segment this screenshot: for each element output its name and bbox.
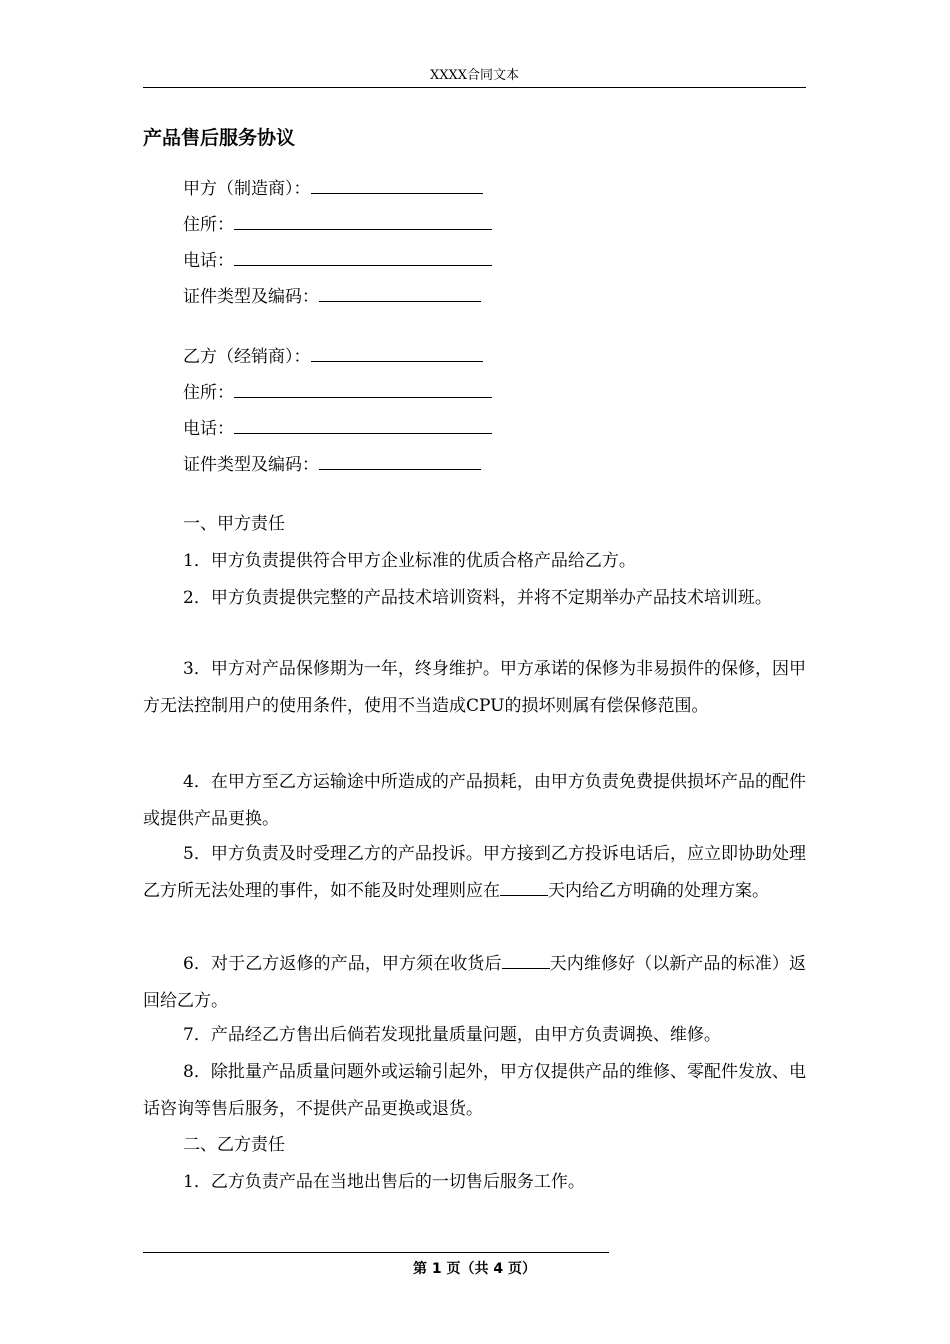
party-a-name-blank[interactable] [311, 176, 483, 194]
clause-6-text-before: 6．对于乙方返修的产品，甲方须在收货后 [183, 954, 502, 974]
section-1-clause-4: 4．在甲方至乙方运输途中所造成的产品损耗，由甲方负责免费提供损坏产品的配件或提供产品更换。 [143, 772, 806, 829]
party-b-address-field [183, 380, 492, 405]
party-b-name-blank[interactable] [311, 344, 483, 362]
party-b-address-blank[interactable] [234, 380, 492, 398]
section-1-clause-7: 7．产品经乙方售出后倘若发现批量质量问题，由甲方负责调换、维修。 [183, 1025, 721, 1045]
section-1-clause-3: 3．甲方对产品保修期为一年，终身维护。甲方承诺的保修为非易损件的保修，因甲方无法控制用户的使用条件，使用不当造成CPU的损坏则属有偿保修范围。 [143, 659, 806, 716]
party-a-address-field [183, 212, 492, 237]
party-b-phone-field [183, 416, 492, 441]
party-a-name-label: 甲方（制造商）： [183, 179, 311, 199]
section-1-clause-8: 8．除批量产品质量问题外或运输引起外，甲方仅提供产品的维修、零配件发放、电话咨询等售后服务，不提供产品更换或退货。 [143, 1062, 806, 1119]
party-b-phone-blank[interactable] [234, 416, 492, 434]
section-2-heading: 二、乙方责任 [183, 1135, 285, 1155]
party-b-phone-label: 电话： [183, 419, 234, 439]
party-a-address-blank[interactable] [234, 212, 492, 230]
party-b-address-label: 住所： [183, 383, 234, 403]
clause-6-days-blank[interactable] [502, 952, 550, 969]
party-a-address-label: 住所： [183, 215, 234, 235]
header-divider [143, 87, 806, 88]
party-b-id-label: 证件类型及编码： [183, 455, 319, 475]
party-a-phone-label: 电话： [183, 251, 234, 271]
party-b-name-label: 乙方（经销商）： [183, 347, 311, 367]
party-a-phone-field [183, 248, 492, 273]
clause-5-text-after: 天内给乙方明确的处理方案。 [548, 881, 769, 901]
section-1-clause-6 [143, 946, 806, 1020]
party-a-phone-blank[interactable] [234, 248, 492, 266]
party-a-name-field [183, 176, 483, 201]
party-b-id-blank[interactable] [319, 452, 481, 470]
page-header: XXXX合同文本 [429, 68, 520, 83]
section-1-clause-1: 1．甲方负责提供符合甲方企业标准的优质合格产品给乙方。 [183, 551, 636, 571]
party-a-id-label: 证件类型及编码： [183, 287, 319, 307]
party-a-id-field [183, 284, 481, 309]
party-b-id-field [183, 452, 481, 477]
section-1-clause-5 [143, 836, 806, 910]
clause-5-days-blank[interactable] [500, 879, 548, 896]
clause-6-text-after: 天内维修好（以新产品的标准）返回给乙方。 [143, 954, 806, 1011]
party-b-name-field [183, 344, 483, 369]
clause-5-text-before: 5．甲方负责及时受理乙方的产品投诉。甲方接到乙方投诉电话后，应立即协助处理乙方所无法处理的事件，如不能及时处理则应在 [143, 844, 806, 901]
section-2-clause-1: 1．乙方负责产品在当地出售后的一切售后服务工作。 [183, 1172, 585, 1192]
document-title: 产品售后服务协议 [143, 127, 296, 149]
party-a-id-blank[interactable] [319, 284, 481, 302]
footer-divider [143, 1252, 609, 1253]
page-number: 第 1 页（共 4 页） [413, 1261, 536, 1277]
section-1-heading: 一、甲方责任 [183, 514, 285, 534]
section-1-clause-2: 2．甲方负责提供完整的产品技术培训资料，并将不定期举办产品技术培训班。 [183, 588, 772, 608]
